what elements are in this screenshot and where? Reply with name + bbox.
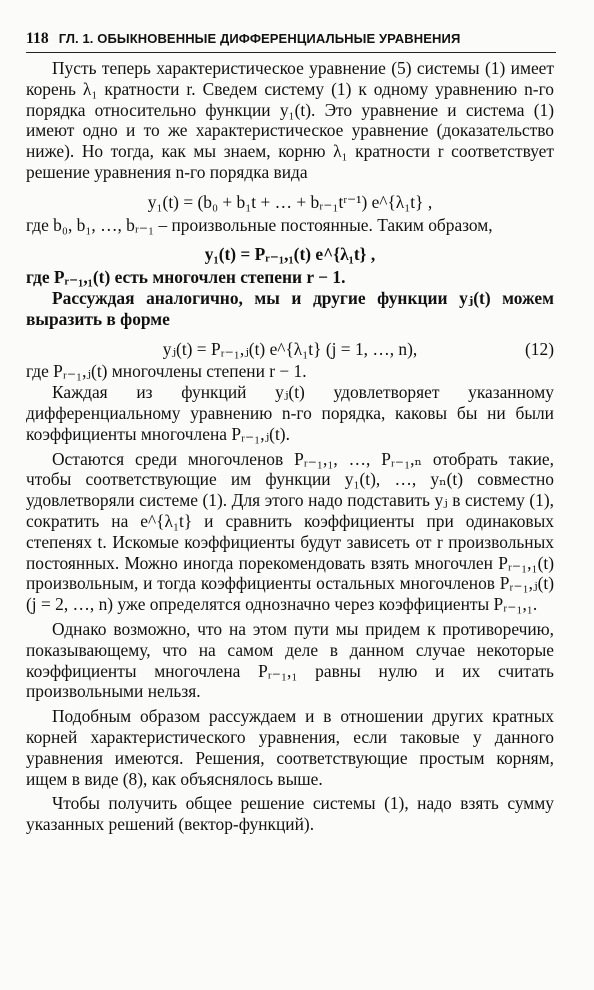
paragraph-6: Каждая из функций yⱼ(t) удовлетворяет указанному дифференциальному уравнению n-го порядка, каковы бы ни были коэффициенты многочлена Pᵣ₋₁,ⱼ(t). [26,382,554,444]
page-body [26,58,554,835]
paragraph-1: Пусть теперь характеристическое уравнение (5) системы (1) имеет корень λ₁ кратности r. Сведем систему (1) к одному уравнению n-го порядка относительно функции y₁(t). Это уравнение и система (1) имеют одно и то же характеристическое уравнение (доказательство ниже). Но тогда, как мы знаем, корню λ₁ кратности r соответствует решение уравнения n-го порядка вида [26,58,554,182]
paragraph-10: Чтобы получить общее решение системы (1), надо взять сумму указанных решений (вектор-функций). [26,793,554,835]
equation-number-12: (12) [525,338,554,359]
paragraph-3: где Pᵣ₋₁,₁(t) есть многочлен степени r − 1. [26,267,346,288]
paragraph-9: Подобным образом рассуждаем и в отношении других кратных корней характеристического уравнения, если таковые у данного уравнения имеются. Решения, соответствующие простым корням, ищем в виде (8), как объяснялось выше. [26,706,554,789]
paragraph-5: где Pᵣ₋₁,ⱼ(t) многочлены степени r − 1. [26,361,307,382]
paragraph-8: Однако возможно, что на этом пути мы придем к противоречию, показывающему, что на самом деле в данном случае некоторые коэффициенты многочлена Pᵣ₋₁,₁ равны нулю и их считать произвольными нельзя. [26,618,554,702]
header-rule [26,52,556,53]
running-title: ГЛ. 1. ОБЫКНОВЕННЫЕ ДИФФЕРЕНЦИАЛЬНЫЕ УРАВНЕНИЯ [58,31,461,46]
running-header [26,30,556,48]
formula-y1-general: y₁(t) = (b₀ + b₁t + … + bᵣ₋₁tʳ⁻¹) e^{λ₁t} , [147,191,433,212]
paragraph-7: Остаются среди многочленов Pᵣ₋₁,₁, …, Pᵣ₋₁,ₙ отобрать такие, чтобы соответствующие им функции y₁(t), …, yₙ(t) совместно удовлетворяли системе (1). Для этого надо подставить yⱼ в систему (1), сократить на e^{λ₁t} и сравнить коэффициенты при одинаковых степенях t. Искомые коэффициенты будут зависеть от r произвольных постоянных. Можно иногда порекомендовать взять многочлен Pᵣ₋₁,₁(t) произвольным, и тогда коэффициенты остальных многочленов Pᵣ₋₁,ⱼ(t) (j = 2, …, n) уже определятся однозначно через коэффициенты Pᵣ₋₁,₁. [26,448,554,615]
formula-y1-poly: y₁(t) = Pᵣ₋₁,₁(t) e^{λ₁t} , [204,244,376,265]
formula-12 [26,339,554,360]
paragraph-2: где b₀, b₁, …, bᵣ₋₁ – произвольные постоянные. Таким образом, [26,214,493,235]
paragraph-4: Рассуждая аналогично, мы и другие функции yⱼ(t) можем выразить в форме [26,287,554,329]
page-number: 118 [26,30,49,47]
formula-12-body: yⱼ(t) = Pᵣ₋₁,ⱼ(t) e^{λ₁t} (j = 1, …, n), [162,338,418,359]
